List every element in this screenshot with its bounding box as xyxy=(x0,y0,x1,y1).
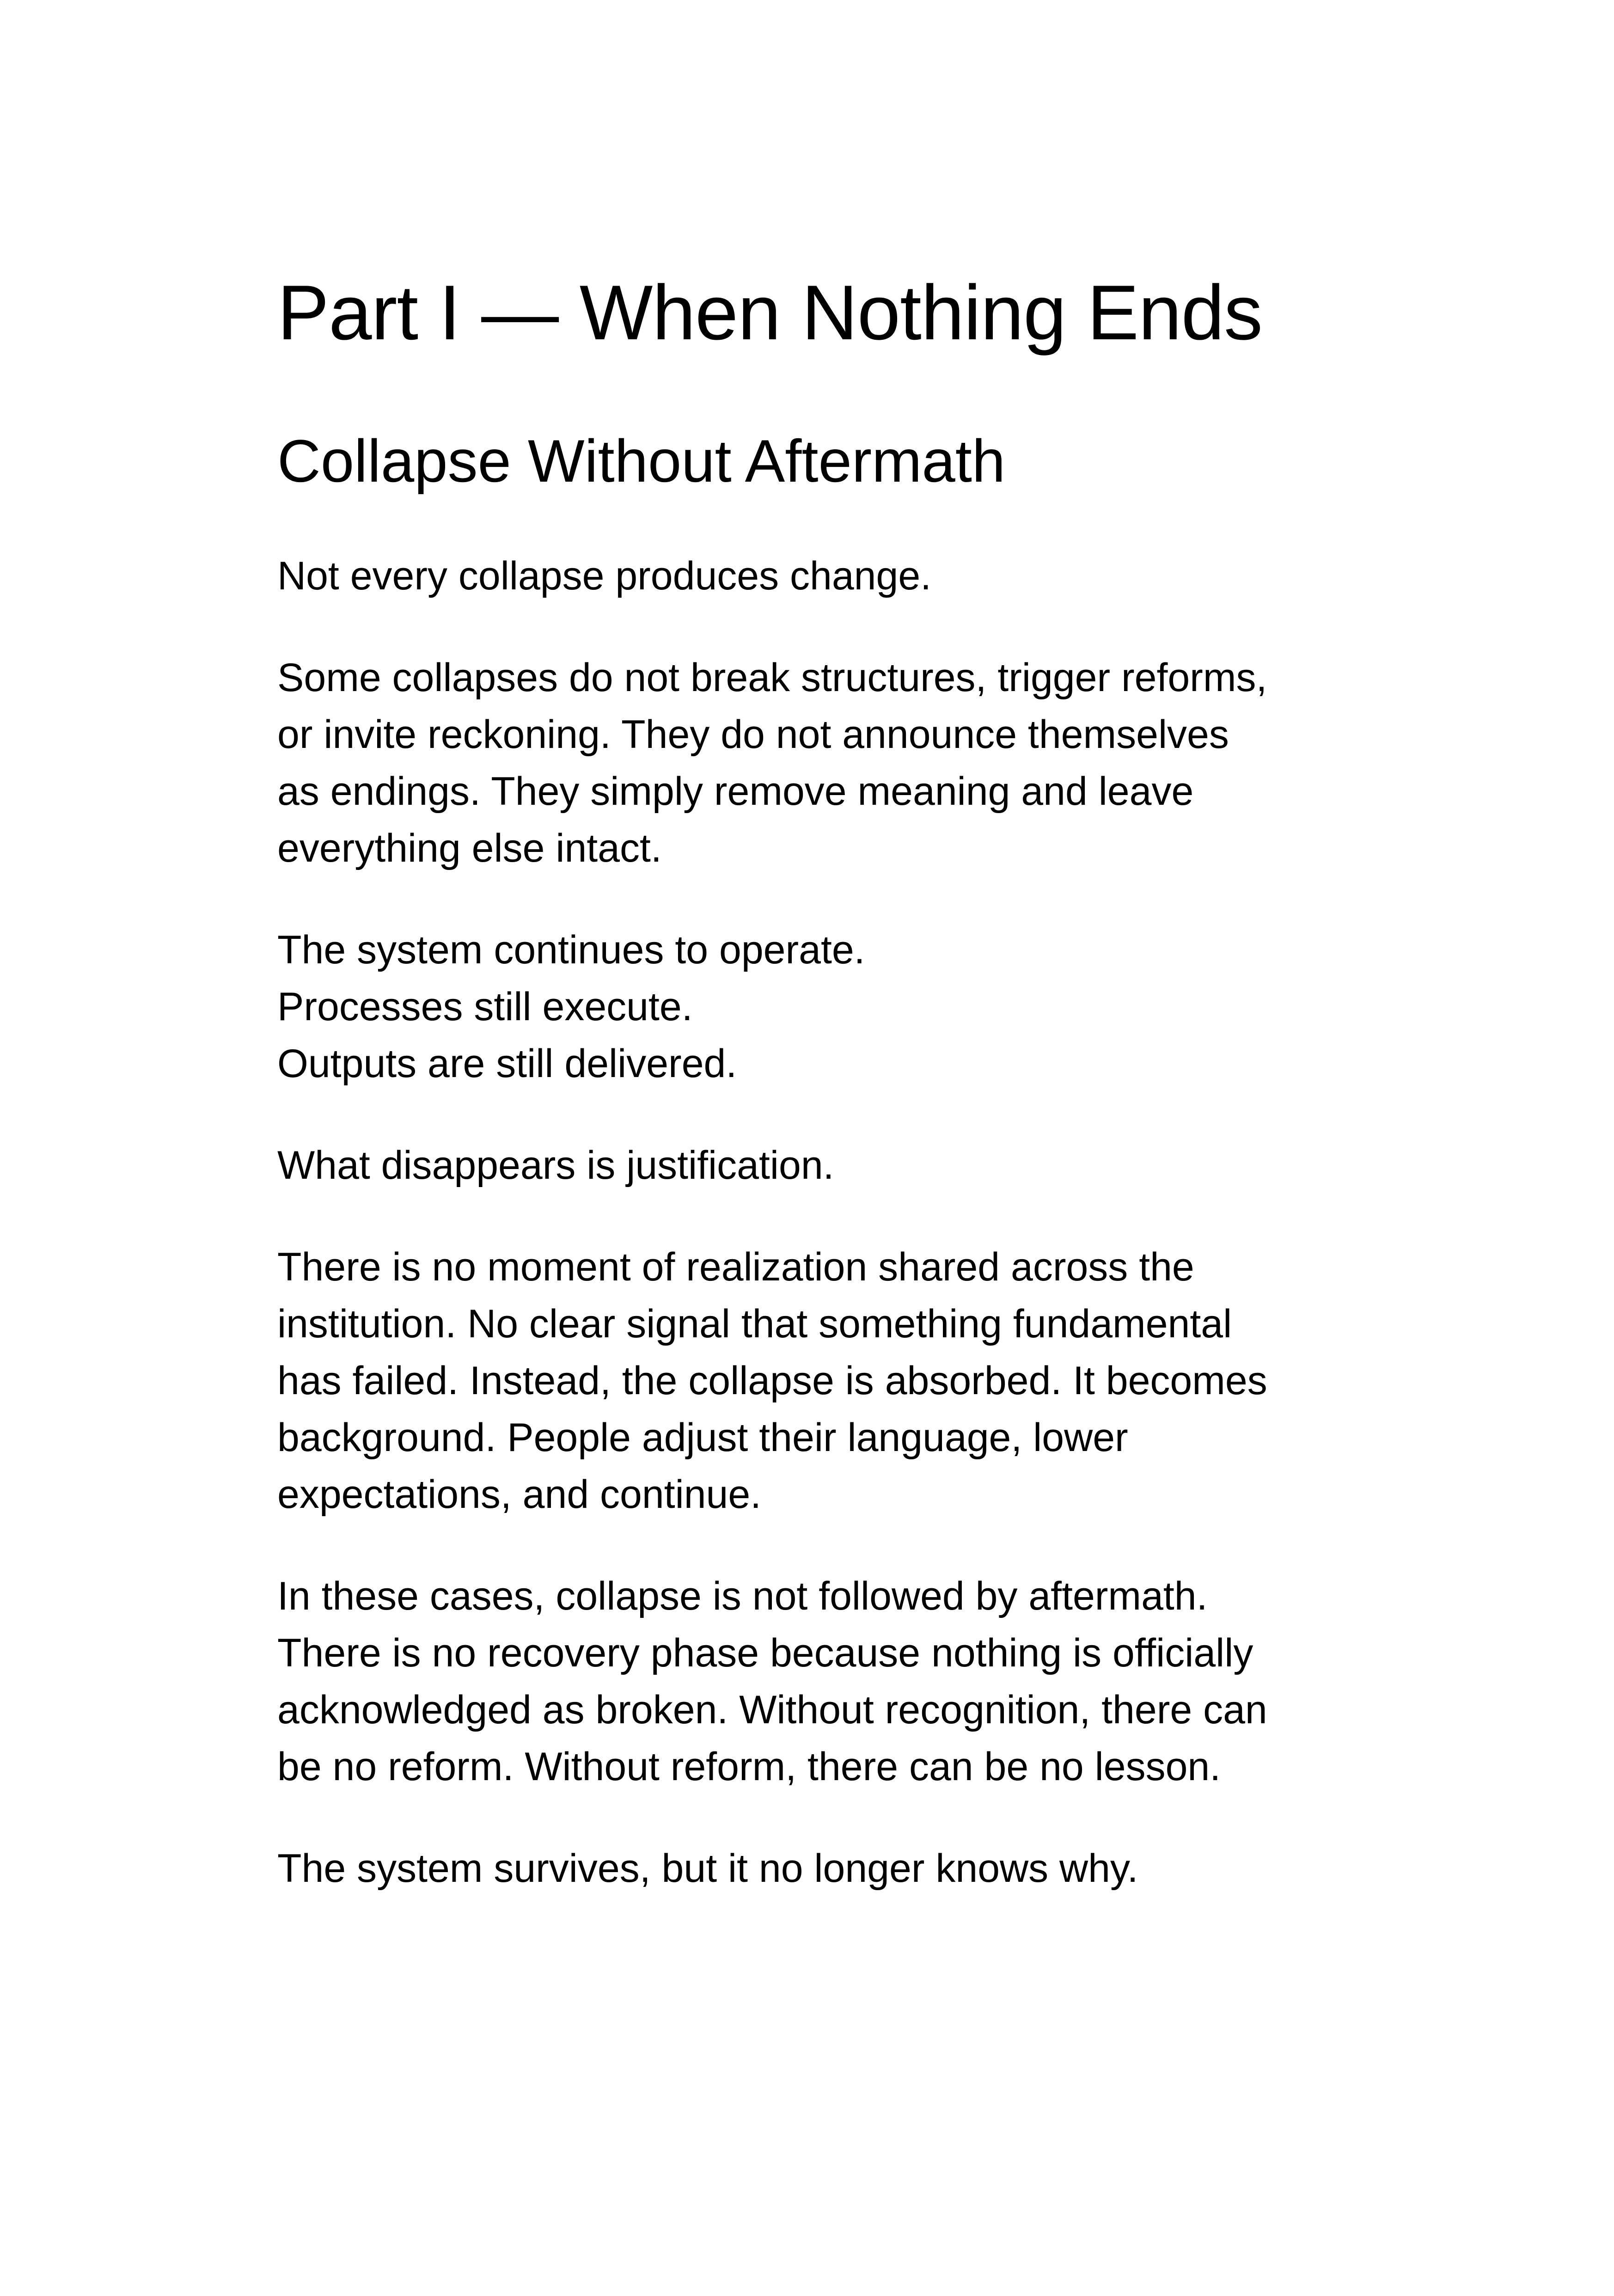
section-title: Collapse Without Aftermath xyxy=(277,427,1006,495)
paragraph: The system continues to operate. Processes still execute. Outputs are still delivered. xyxy=(277,927,865,1086)
paragraph: What disappears is justification. xyxy=(277,1143,834,1188)
document-body xyxy=(277,268,1350,1942)
paragraph: Some collapses do not break structures, trigger reforms, or invite reckoning. They do not announce themselves as endings. They simply remove meaning and leave everything else intact. xyxy=(277,655,1267,870)
paragraph: The system survives, but it no longer knows why. xyxy=(277,1846,1138,1891)
paragraph: Not every collapse produces change. xyxy=(277,553,932,598)
paragraph: In these cases, collapse is not followed by aftermath. There is no recovery phase because nothing is officially acknowledged as broken. Without recognition, there can be no reform. Without reform, there can be no lesson. xyxy=(277,1574,1267,1789)
part-title: Part I — When Nothing Ends xyxy=(277,269,1263,356)
paragraph: There is no moment of realization shared across the institution. No clear signal that something fundamental has failed. Instead, the collapse is absorbed. It becomes background. People adjust their language, lower expectations, and continue. xyxy=(277,1244,1267,1517)
